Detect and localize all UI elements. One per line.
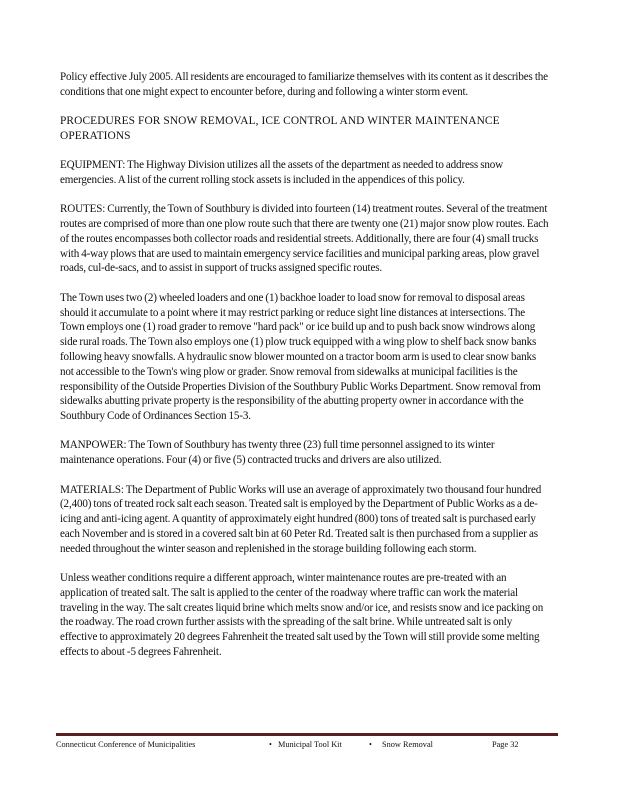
footer-divider [56, 733, 558, 736]
loaders-paragraph: The Town uses two (2) wheeled loaders and one (1) backhoe loader to load snow for removal to disposal areas should it accumulate to a point where it may restrict parking or reduce sight line distances at intersections. The Town employs one (1) road grader to remove "hard pack" or ice build up and to push back snow windrows along side rural roads. The Town also employs one (1) plow truck equipped with a wing plow to shelf back snow banks following heavy snowfalls. A hydraulic snow blower mounted on a tractor boom arm is used to clear snow banks not accessible to the Town's wing plow or grader. Snow removal from sidewalks at municipal facilities is the responsibility of the Outside Properties Division of the Southbury Public Works Department. Snow removal from sidewalks abutting private property is the responsibility of the abutting property owner in accordance with the Southbury Code of Ordinances Section 15-3. [60, 291, 541, 423]
document-body [60, 70, 550, 674]
footer-tool-kit: Municipal Tool Kit [278, 740, 342, 749]
footer-separator: • [369, 740, 372, 749]
materials-paragraph: MATERIALS: The Department of Public Works will use an average of approximately two thousand four hundred (2,400) tons of treated rock salt each season. Treated salt is employed by the Department of Public Works as a de-icing and anti-icing agent. A quantity of approximately eight hundred (800) tons of treated salt is purchased early each November and is stored in a covered salt bin at 60 Peter Rd. Treated salt is then purchased from a supplier as needed throughout the winter season and replenished in the storage building following each storm. [60, 483, 542, 555]
routes-paragraph: ROUTES: Currently, the Town of Southbury is divided into fourteen (14) treatment routes. Several of the treatment routes are comprised of more than one plow route such that there are twenty one (21) major snow plow routes. Each of the routes encompasses both collector roads and residential streets. Additionally, there are four (4) small trucks with 4-way plows that are used to maintain emergency service facilities and municipal parking areas, plow gravel roads, cul-de-sacs, and to assist in support of trucks assigned specific routes. [60, 203, 549, 275]
equipment-paragraph: EQUIPMENT: The Highway Division utilizes all the assets of the department as needed to address snow emergencies. A list of the current rolling stock assets is included in the appendices of this policy. [60, 159, 504, 186]
page-footer [56, 739, 558, 753]
procedures-heading: PROCEDURES FOR SNOW REMOVAL, ICE CONTROL AND WINTER MAINTENANCE OPERATIONS [60, 115, 500, 142]
weather-paragraph: Unless weather conditions require a different approach, winter maintenance routes are pre-treated with an application of treated salt. The salt is applied to the center of the roadway where traffic can work the material traveling in the way. The salt creates liquid brine which melts snow and/or ice, and resists snow and ice packing on the roadway. The road crown further assists with the spreading of the salt brine. While untreated salt is only effective to approximately 20 degrees Fahrenheit the treated salt used by the Town will still provide some melting effects to about -5 degrees Fahrenheit. [60, 572, 544, 658]
manpower-paragraph: MANPOWER: The Town of Southbury has twenty three (23) full time personnel assigned to its winter maintenance operations. Four (4) or five (5) contracted trucks and drivers are also utilized. [60, 439, 495, 467]
footer-separator: • [269, 740, 272, 749]
page-number: Page 32 [492, 740, 519, 749]
footer-organization: Connecticut Conference of Municipalities [56, 740, 196, 749]
intro-paragraph: Policy effective July 2005. All residents are encouraged to familiarize themselves with its content as it describes the conditions that one might expect to encounter before, during and following a winter storm event. [60, 71, 548, 98]
footer-topic: Snow Removal [382, 740, 433, 749]
